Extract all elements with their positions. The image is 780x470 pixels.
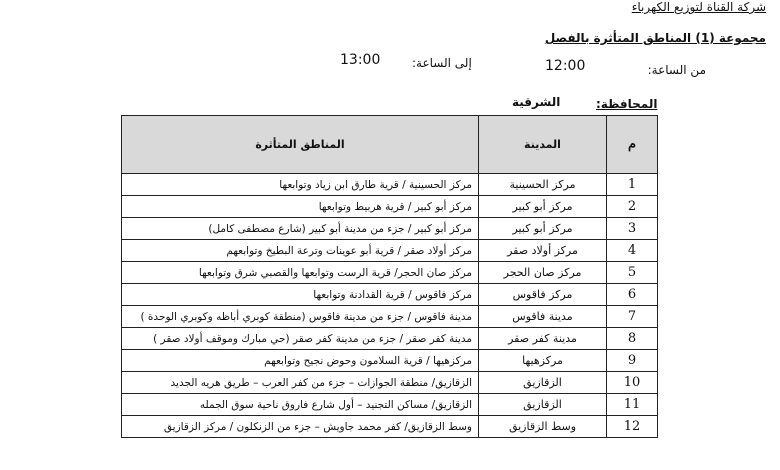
row-area: مركزهيها / قرية السلامون وحوض نجيح وتوابعهم xyxy=(122,350,479,372)
affected-areas-table xyxy=(121,115,658,438)
governorate-label: المحافظة: xyxy=(596,97,658,111)
row-area: الزقازيق/ مساكن التجنيد – أول شارع فاروق ناحية سوق الجمله xyxy=(122,394,479,416)
table-row xyxy=(122,372,658,394)
row-area: مركز صان الحجر/ قرية الرست وتوابعها والقصبي شرق وتوابعها xyxy=(122,262,479,284)
row-area: مدينة كفر صقر / جزء من مدينة كفر صقر (حي مبارك وموقف أولاد صقر ) xyxy=(122,328,479,350)
row-num: 3 xyxy=(607,218,658,240)
row-area: مركز فاقوس / قرية القدادنة وتوابعها xyxy=(122,284,479,306)
row-city: مدينة كفر صقر xyxy=(479,328,607,350)
company-name: شركة القناة لتوزيع الكهرباء xyxy=(631,0,766,14)
row-num: 2 xyxy=(607,196,658,218)
row-city: الزقازيق xyxy=(479,372,607,394)
row-area: مركز الحسينية / قرية طارق ابن زياد وتوابعها xyxy=(122,174,479,196)
row-area: الزقازيق/ منطقة الجوازات – جزء من كفر العرب – طريق هريه الجديد xyxy=(122,372,479,394)
row-num: 12 xyxy=(607,416,658,438)
row-num: 6 xyxy=(607,284,658,306)
row-city: مركز أولاد صقر xyxy=(479,240,607,262)
table-row xyxy=(122,328,658,350)
header-areas: المناطق المتأثرة xyxy=(122,116,479,174)
table-row xyxy=(122,240,658,262)
governorate-value: الشرقية xyxy=(512,95,561,109)
header-num: م xyxy=(607,116,658,174)
row-num: 4 xyxy=(607,240,658,262)
header-city: المدينة xyxy=(479,116,607,174)
row-num: 9 xyxy=(607,350,658,372)
from-time-value: 12:00 xyxy=(545,58,586,74)
row-area: وسط الزقازيق/ كفر محمد جاويش – جزء من الزنكلون / مركز الزقازيق xyxy=(122,416,479,438)
row-num: 7 xyxy=(607,306,658,328)
row-city: مركز الحسينية xyxy=(479,174,607,196)
group-title: مجموعة (1) المناطق المتأثرة بالفصل xyxy=(544,31,766,45)
to-time-value: 13:00 xyxy=(340,52,381,68)
table-row xyxy=(122,196,658,218)
row-city: مركز فاقوس xyxy=(479,284,607,306)
row-num: 8 xyxy=(607,328,658,350)
table-header-row xyxy=(122,116,658,174)
to-time-label: إلى الساعة: xyxy=(412,56,472,70)
table-row xyxy=(122,350,658,372)
row-area: مركز أبو كبير / جزء من مدينة أبو كبير (شارع مصطفى كامل) xyxy=(122,218,479,240)
row-city: مركز صان الحجر xyxy=(479,262,607,284)
row-city: مدينة فاقوس xyxy=(479,306,607,328)
table-row xyxy=(122,394,658,416)
row-num: 5 xyxy=(607,262,658,284)
row-city: مركزهيها xyxy=(479,350,607,372)
table-row xyxy=(122,174,658,196)
row-num: 1 xyxy=(607,174,658,196)
table-row xyxy=(122,416,658,438)
row-num: 10 xyxy=(607,372,658,394)
table-row xyxy=(122,306,658,328)
row-area: مركز أولاد صقر / قرية أبو عوينات وترعة البطيخ وتوابعهم xyxy=(122,240,479,262)
row-city: مركز أبو كبير xyxy=(479,196,607,218)
row-city: الزقازيق xyxy=(479,394,607,416)
table-row xyxy=(122,262,658,284)
row-num: 11 xyxy=(607,394,658,416)
row-city: وسط الزقازيق xyxy=(479,416,607,438)
row-area: مدينة فاقوس / جزء من مدينة فاقوس (منطقة كوبري أباظه وكوبري الوحدة ) xyxy=(122,306,479,328)
table-row xyxy=(122,284,658,306)
table-row xyxy=(122,218,658,240)
row-city: مركز أبو كبير xyxy=(479,218,607,240)
row-area: مركز أبو كبير / قرية هربيط وتوابعها xyxy=(122,196,479,218)
from-time-label: من الساعة: xyxy=(647,63,706,77)
